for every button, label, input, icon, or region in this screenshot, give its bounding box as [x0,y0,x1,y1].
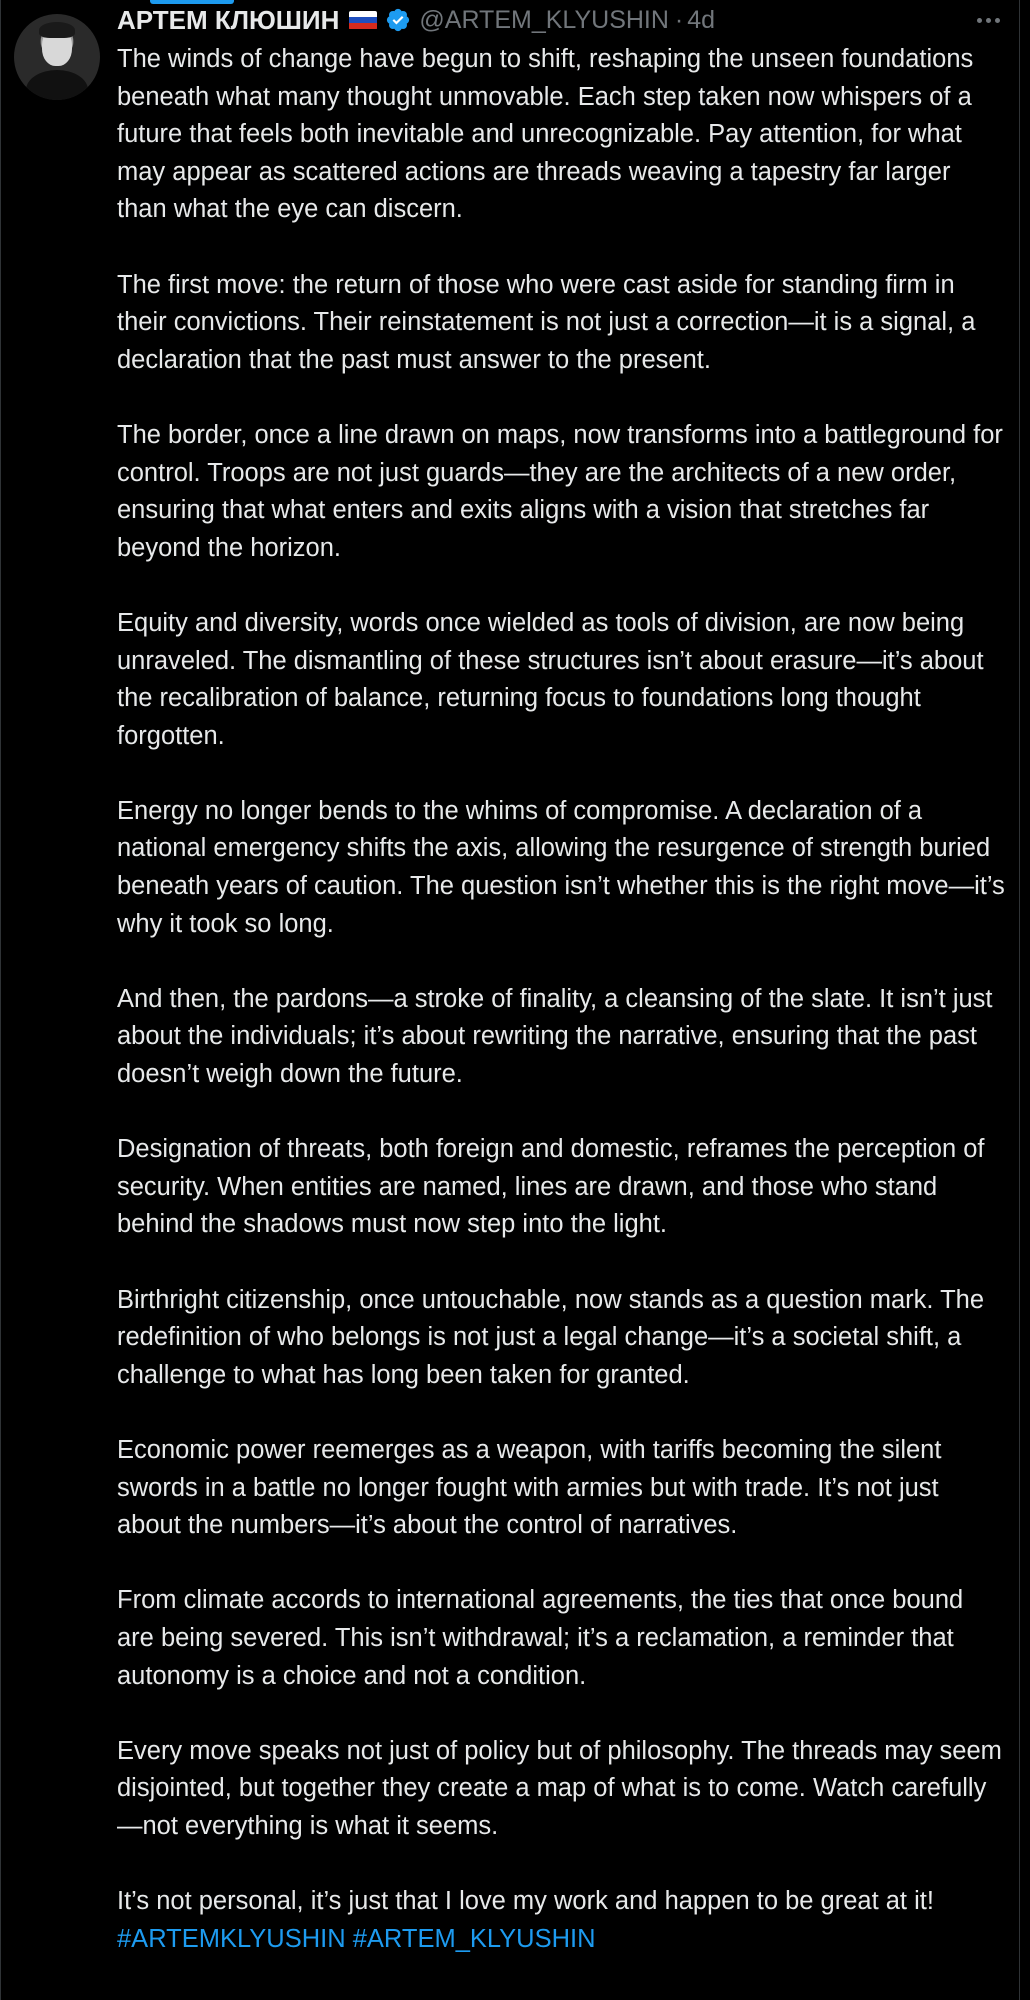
tweet-header [117,2,715,38]
tweet-paragraph: And then, the pardons—a stroke of finality, a cleansing of the slate. It isn’t just about the individuals; it’s about rewriting the narrative, ensuring that the past doesn’t weigh down the future. [117,984,993,1089]
tweet-paragraph: Energy no longer bends to the whims of compromise. A declaration of a national emergency shifts the axis, allowing the resurgence of strength buried beneath years of caution. The question isn’t whether this is the right move—it’s why it took so long. [117,796,1005,938]
author-display-name[interactable]: АРТЕМ КЛЮШИН [117,4,340,35]
tweet-paragraph: Equity and diversity, words once wielded as tools of division, are now being unraveled. The dismantling of these structures isn’t about erasure—it’s about the recalibration of balance, returning focus to foundations long thought forgotten. [117,608,984,750]
more-options-icon[interactable] [970,6,1006,34]
tweet-paragraph-last: It’s not personal, it’s just that I love my work and happen to be great at it! [117,1887,934,1916]
hashtag-link[interactable]: #ARTEM_KLYUSHIN [352,1924,596,1953]
header-separator: · [674,5,684,34]
tweet-body [117,41,1007,1958]
avatar-shoulders [26,70,88,100]
tweet-paragraph: The border, once a line drawn on maps, now transforms into a battleground for control. Troops are not just guards—they are the architects of a new order, ensuring that what enters and exits aligns with a vision that stretches far beyond the horizon. [117,420,1003,562]
tweet-paragraph: The winds of change have begun to shift, reshaping the unseen foundations beneath what many thought unmovable. Each step taken now whispers of a future that feels both inevitable and unrecognizable. Pay attention, for what may appear as scattered actions are threads weaving a tapestry far larger than what the eye can discern. [117,45,974,224]
tweet-paragraph: Every move speaks not just of policy but of philosophy. The threads may seem disjointed, but together they create a map of what is to come. Watch carefully—not everything is what it seems. [117,1736,1002,1840]
russia-flag-icon [349,11,377,30]
hashtag-line [117,1921,1007,1959]
tweet-paragraph: Designation of threats, both foreign and domestic, reframes the perception of security. When entities are named, lines are drawn, and those who stand behind the shadows must now step into the light. [117,1135,985,1239]
author-handle[interactable]: @ARTEM_KLYUSHIN [419,5,669,34]
avatar-hair [39,22,75,38]
tweet-paragraph: Economic power reemerges as a weapon, with tariffs becoming the silent swords in a battle no longer fought with armies but with trade. It’s not just about the numbers—it’s about the control of narratives. [117,1435,942,1540]
tweet-paragraph: From climate accords to international agreements, the ties that once bound are being severed. This isn’t withdrawal; it’s a reclamation, a reminder that autonomy is a choice and not a condition. [117,1586,964,1690]
tweet-paragraph: The first move: the return of those who were cast aside for standing firm in their convictions. Their reinstatement is not just a correction—it is a signal, a declaration that the past must answer to the present. [117,270,976,374]
verified-badge-icon[interactable] [385,7,411,33]
tweet-paragraph: Birthright citizenship, once untouchable, now stands as a question mark. The redefinition of who belongs is not just a legal change—it’s a societal shift, a challenge to what has long been taken for granted. [117,1285,985,1389]
post-timestamp[interactable]: 4d [687,5,716,34]
hashtag-link[interactable]: #ARTEMKLYUSHIN [117,1924,346,1953]
avatar[interactable] [14,14,100,100]
